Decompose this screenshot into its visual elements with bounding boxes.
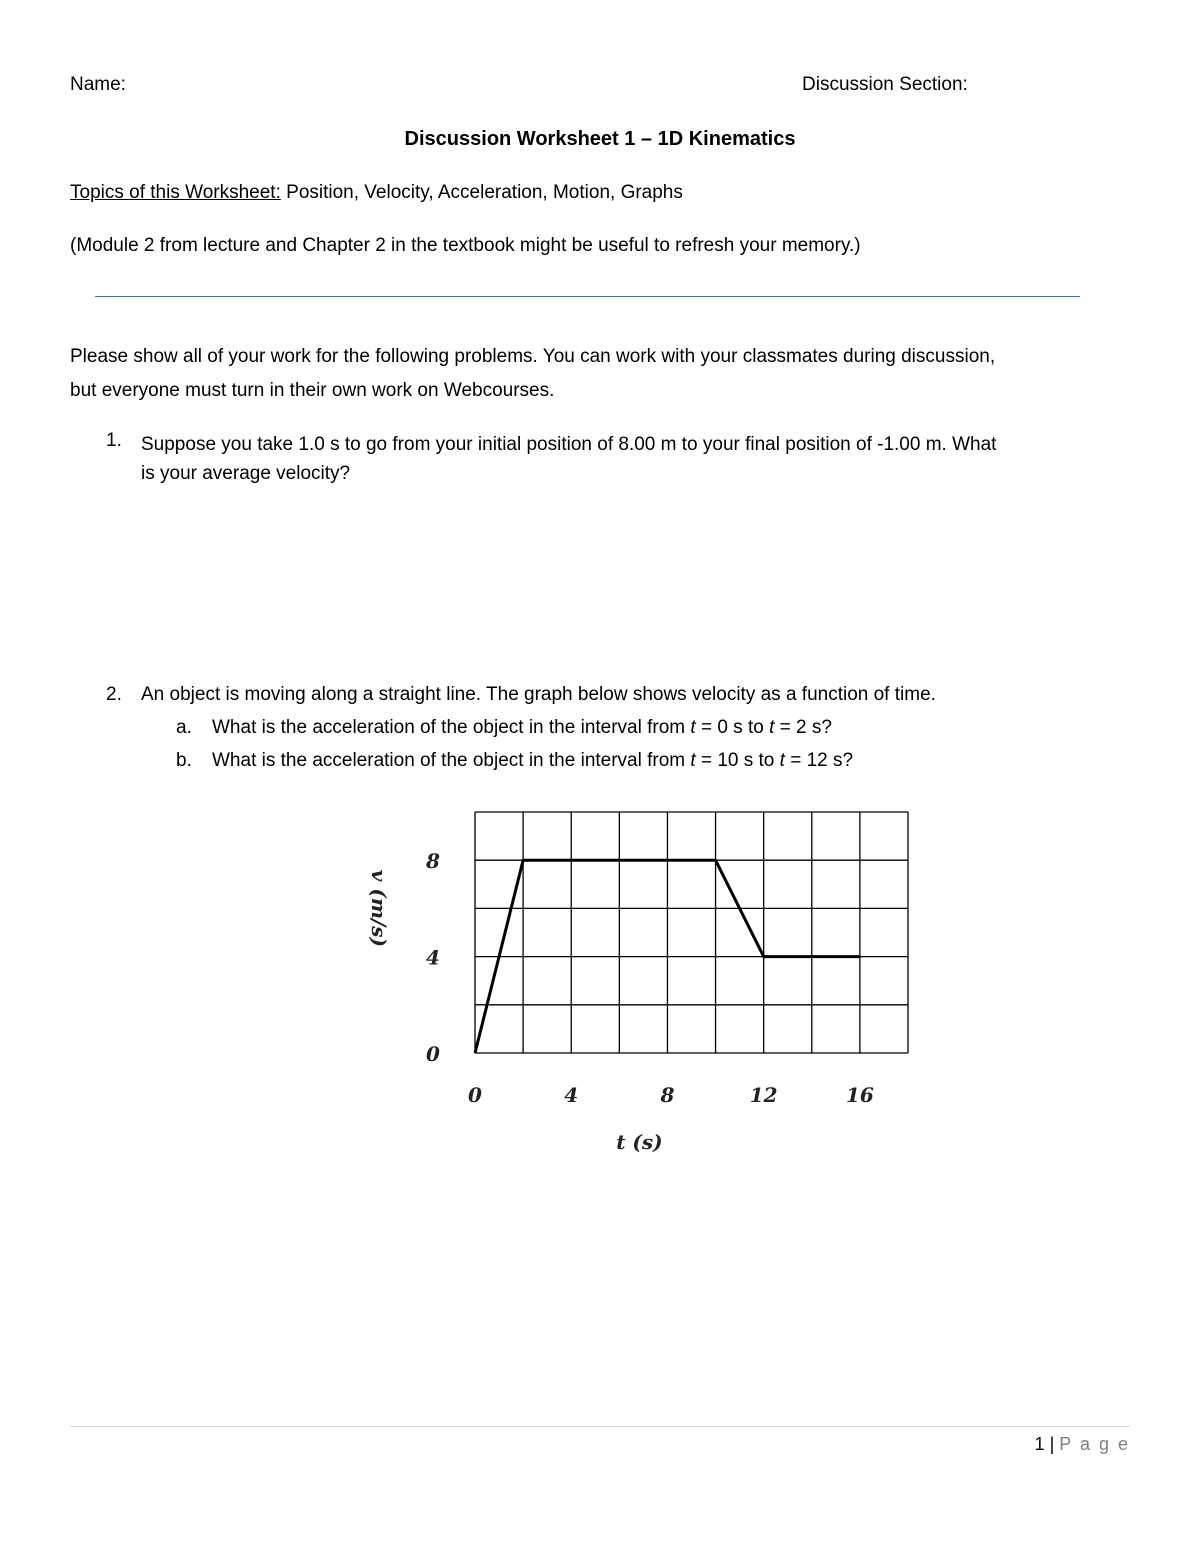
question-2b-text: What is the acceleration of the object in the interval from t = 10 s to t = 12 s? bbox=[212, 750, 854, 771]
y-tick-label: 0 bbox=[426, 1042, 440, 1066]
question-1-text bbox=[141, 430, 996, 488]
question-1-number: 1. bbox=[106, 430, 122, 451]
discussion-section-label: Discussion Section: bbox=[802, 74, 968, 95]
x-tick-label: 0 bbox=[468, 1083, 482, 1107]
page-title: Discussion Worksheet 1 – 1D Kinematics bbox=[404, 128, 796, 150]
question-2-text: An object is moving along a straight line. The graph below shows velocity as a function of time. bbox=[141, 684, 936, 705]
footer-divider bbox=[70, 1426, 1130, 1427]
question-1-line-2: is your average velocity? bbox=[141, 463, 351, 484]
question-2b-letter: b. bbox=[176, 750, 192, 771]
velocity-time-graph bbox=[340, 790, 940, 1170]
instructions bbox=[70, 340, 995, 408]
footer-separator: | bbox=[1049, 1434, 1055, 1454]
question-1-line-1: Suppose you take 1.0 s to go from your initial position of 8.00 m to your final position of -1.00 m. What bbox=[141, 434, 997, 455]
y-axis-label: v (m/s) bbox=[367, 869, 391, 948]
instructions-line-2: but everyone must turn in their own work on Webcourses. bbox=[70, 380, 555, 401]
instructions-line-1: Please show all of your work for the following problems. You can work with your classmates during discussion, bbox=[70, 346, 996, 367]
x-tick-label: 16 bbox=[845, 1083, 874, 1107]
divider bbox=[95, 296, 1080, 297]
x-tick-label: 12 bbox=[749, 1083, 778, 1107]
x-tick-label: 8 bbox=[660, 1083, 675, 1107]
name-label: Name: bbox=[70, 74, 126, 95]
question-2-number: 2. bbox=[106, 684, 122, 705]
y-tick-label: 4 bbox=[426, 945, 440, 970]
x-axis-label: t (s) bbox=[616, 1130, 663, 1154]
chart-grid bbox=[475, 812, 908, 1053]
page-number: 1 bbox=[1034, 1434, 1045, 1454]
topics-line bbox=[70, 182, 683, 204]
page-word: P a g e bbox=[1059, 1434, 1130, 1454]
page-footer bbox=[1035, 1434, 1130, 1455]
reference-note: (Module 2 from lecture and Chapter 2 in the textbook might be useful to refresh your memory.) bbox=[70, 235, 861, 256]
y-tick-label: 8 bbox=[426, 849, 440, 874]
topics-text: Position, Velocity, Acceleration, Motion, Graphs bbox=[286, 182, 683, 203]
topics-label: Topics of this Worksheet: bbox=[70, 182, 281, 203]
question-2a-letter: a. bbox=[176, 717, 192, 738]
question-2a-text: What is the acceleration of the object in the interval from t = 0 s to t = 2 s? bbox=[212, 717, 832, 738]
x-tick-label: 4 bbox=[564, 1083, 579, 1107]
